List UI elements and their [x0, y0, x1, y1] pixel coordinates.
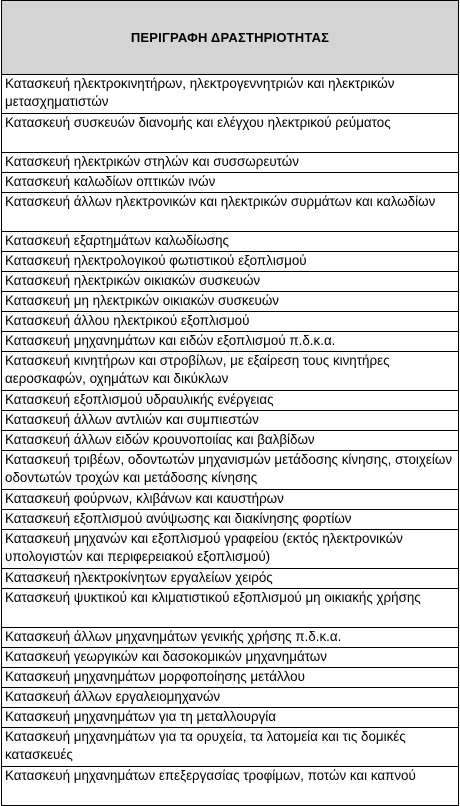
table-row: [2, 431, 459, 451]
activity-description-cell[interactable]: Κατασκευή άλλου ηλεκτρικού εξοπλισμού: [2, 312, 459, 332]
table-row: [2, 530, 459, 569]
table-row: [2, 332, 459, 352]
activity-description-cell[interactable]: Κατασκευή ψυκτικού και κλιματιστικού εξοπλισμού μη οικιακής χρήσης: [2, 589, 459, 628]
activity-description-cell[interactable]: Κατασκευή άλλων μηχανημάτων γενικής χρήσης π.δ.κ.α.: [2, 628, 459, 648]
table-row: [2, 628, 459, 648]
table-row: [2, 451, 459, 490]
activity-description-cell[interactable]: Κατασκευή άλλων εργαλειομηχανών: [2, 688, 459, 708]
table-row: [2, 490, 459, 510]
table-row: [2, 708, 459, 728]
activity-description-cell[interactable]: Κατασκευή μηχανημάτων και ειδών εξοπλισμού π.δ.κ.α.: [2, 332, 459, 352]
activity-description-cell[interactable]: Κατασκευή εξοπλισμού ανύψωσης και διακίνησης φορτίων: [2, 510, 459, 530]
activity-description-cell[interactable]: Κατασκευή ηλεκτροκίνητων εργαλείων χειρός: [2, 569, 459, 589]
column-header-activity-description[interactable]: ΠΕΡΙΓΡΑΦΗ ΔΡΑΣΤΗΡΙΟΤΗΤΑΣ: [2, 1, 459, 75]
activity-description-cell[interactable]: Κατασκευή μηχανημάτων μορφοποίησης μετάλλου: [2, 668, 459, 688]
table-row: [2, 272, 459, 292]
table-row: [2, 193, 459, 232]
table-body: [2, 75, 459, 806]
activity-description-cell[interactable]: Κατασκευή καλωδίων οπτικών ινών: [2, 173, 459, 193]
table-row: [2, 75, 459, 114]
table-row: [2, 114, 459, 153]
activity-description-cell[interactable]: Κατασκευή ηλεκτροκινητήρων, ηλεκτρογεννητριών και ηλεκτρικών μετασχηματιστών: [2, 75, 459, 114]
activity-description-cell[interactable]: Κατασκευή άλλων ειδών κρουνοποιίας και βαλβίδων: [2, 431, 459, 451]
table-row: [2, 173, 459, 193]
table-row: [2, 352, 459, 391]
table-row: [2, 688, 459, 708]
table-row: [2, 728, 459, 767]
table-row: [2, 648, 459, 668]
activity-description-cell[interactable]: Κατασκευή εξοπλισμού υδραυλικής ενέργειας: [2, 391, 459, 411]
table-row: [2, 252, 459, 272]
activity-description-cell[interactable]: Κατασκευή ηλεκτρικών στηλών και συσσωρευτών: [2, 153, 459, 173]
activity-description-cell[interactable]: Κατασκευή μηχανημάτων για τη μεταλλουργία: [2, 708, 459, 728]
table-row: [2, 292, 459, 312]
activity-description-cell[interactable]: Κατασκευή συσκευών διανομής και ελέγχου ηλεκτρικού ρεύματος: [2, 114, 459, 153]
table-row: [2, 510, 459, 530]
table-row: [2, 589, 459, 628]
activity-description-cell[interactable]: Κατασκευή φούρνων, κλιβάνων και καυστήρων: [2, 490, 459, 510]
activity-description-cell[interactable]: Κατασκευή μηχανημάτων για τα ορυχεία, τα λατομεία και τις δομικές κατασκευές: [2, 728, 459, 767]
table-row: [2, 153, 459, 173]
activity-description-cell[interactable]: Κατασκευή ηλεκτρικών οικιακών συσκευών: [2, 272, 459, 292]
activity-table: [1, 0, 459, 806]
table-row: [2, 391, 459, 411]
spreadsheet-page: [1, 0, 459, 806]
activity-description-cell[interactable]: Κατασκευή κινητήρων και στροβίλων, με εξαίρεση τους κινητήρες αεροσκαφών, οχημάτων και δικύκλων: [2, 352, 459, 391]
table-row: [2, 569, 459, 589]
table-row: [2, 312, 459, 332]
table-row: [2, 411, 459, 431]
header-row: [2, 1, 459, 75]
activity-description-cell[interactable]: Κατασκευή γεωργικών και δασοκομικών μηχανημάτων: [2, 648, 459, 668]
activity-description-cell[interactable]: Κατασκευή άλλων ηλεκτρονικών και ηλεκτρικών συρμάτων και καλωδίων: [2, 193, 459, 232]
activity-description-cell[interactable]: Κατασκευή εξαρτημάτων καλωδίωσης: [2, 232, 459, 252]
activity-description-cell[interactable]: Κατασκευή τριβέων, οδοντωτών μηχανισμών μετάδοσης κίνησης, στοιχείων οδοντωτών τροχών και μετάδοσης κίνησης: [2, 451, 459, 490]
table-row: [2, 668, 459, 688]
table-row: [2, 232, 459, 252]
activity-description-cell[interactable]: Κατασκευή άλλων αντλιών και συμπιεστών: [2, 411, 459, 431]
activity-description-cell[interactable]: Κατασκευή μηχανημάτων επεξεργασίας τροφίμων, ποτών και καπνού: [2, 767, 459, 806]
activity-description-cell[interactable]: Κατασκευή μηχανών και εξοπλισμού γραφείου (εκτός ηλεκτρονικών υπολογιστών και περιφερειακού εξοπλισμού): [2, 530, 459, 569]
activity-description-cell[interactable]: Κατασκευή ηλεκτρολογικού φωτιστικού εξοπλισμού: [2, 252, 459, 272]
activity-description-cell[interactable]: Κατασκευή μη ηλεκτρικών οικιακών συσκευών: [2, 292, 459, 312]
table-row: [2, 767, 459, 806]
